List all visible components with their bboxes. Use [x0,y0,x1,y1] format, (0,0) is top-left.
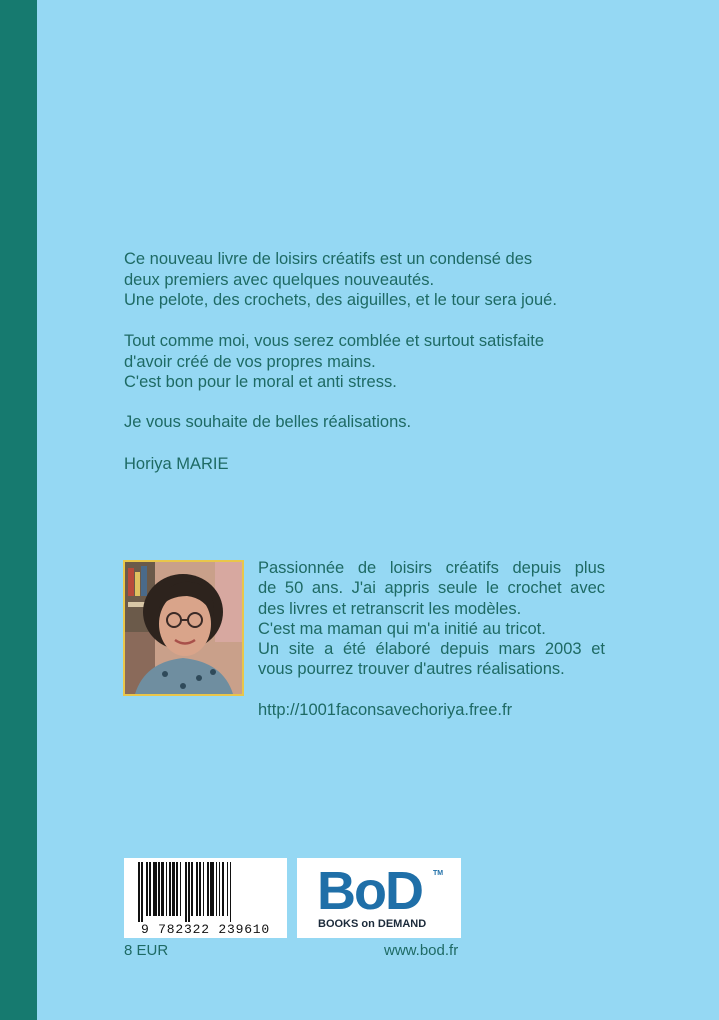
description-paragraph-3: Je vous souhaite de belles réalisations. [124,413,412,431]
author-bio [258,558,605,680]
bod-logo-text: BoD [317,861,422,921]
barcode-bars [124,858,287,922]
description-line: Ce nouveau livre de loisirs créatifs est un condensé des [124,250,533,268]
bio-line: Passionnée de loisirs créatifs depuis plus [258,559,605,577]
description-paragraph-1 [124,249,594,311]
barcode-bar [185,862,187,922]
description-line: deux premiers avec quelques nouveautés. [124,270,435,289]
publisher-tagline: BOOKS on DEMAND [318,918,427,930]
barcode-bar [149,862,151,916]
barcode-bar [158,862,160,916]
description-line: Une pelote, des crochets, des aiguilles, et le tour sera joué. [124,291,557,309]
publisher-website-link[interactable]: www.bod.fr [384,942,459,959]
barcode-bar [180,862,181,916]
barcode-bar [166,862,167,916]
barcode-bar [210,862,214,916]
description-line: C'est bon pour le moral et anti stress. [124,373,397,391]
publisher-logo [297,858,461,938]
barcode-bar [172,862,175,916]
description-paragraph-2 [124,331,594,393]
barcode-bar [199,862,201,916]
book-price: 8 EUR [124,942,169,959]
barcode-bar [196,862,198,916]
barcode-bar [188,862,190,922]
barcode-bar [203,862,204,916]
bio-line: des livres et retranscrit les modèles. [258,599,522,618]
author-signature: Horiya MARIE [124,455,229,473]
bio-line: vous pourrez trouver d'autres réalisations. [258,660,565,679]
barcode-bar [169,862,171,916]
barcode-bar [191,862,193,916]
barcode-bar [219,862,220,916]
author-website-link[interactable]: http://1001faconsavechoriya.free.fr [258,701,513,719]
isbn-number: 9 782322 239610 [140,922,271,937]
barcode-bar [146,862,148,916]
bio-line: Un site a été élaboré depuis mars 2003 et [258,640,605,659]
barcode-bar [207,862,209,916]
barcode-bar [222,862,224,916]
barcode-bar [216,862,217,916]
barcode-bar [230,862,231,922]
barcode-bar [138,862,140,922]
bio-line: de 50 ans. J'ai appris seule le crochet avec [258,579,605,598]
isbn-barcode [124,858,287,938]
bio-line: C'est ma maman qui m'a initié au tricot. [258,619,546,638]
trademark-mark: TM [433,870,444,877]
barcode-bar [176,862,178,916]
book-spine [0,0,37,1020]
barcode-bar [141,862,143,922]
description-line: Tout comme moi, vous serez comblée et surtout satisfaite [124,332,545,350]
description-line: d'avoir créé de vos propres mains. [124,352,376,371]
barcode-bar [227,862,228,916]
barcode-bar [153,862,157,916]
author-photo [123,560,244,696]
author-portrait-image [125,562,242,694]
barcode-bar [161,862,164,916]
